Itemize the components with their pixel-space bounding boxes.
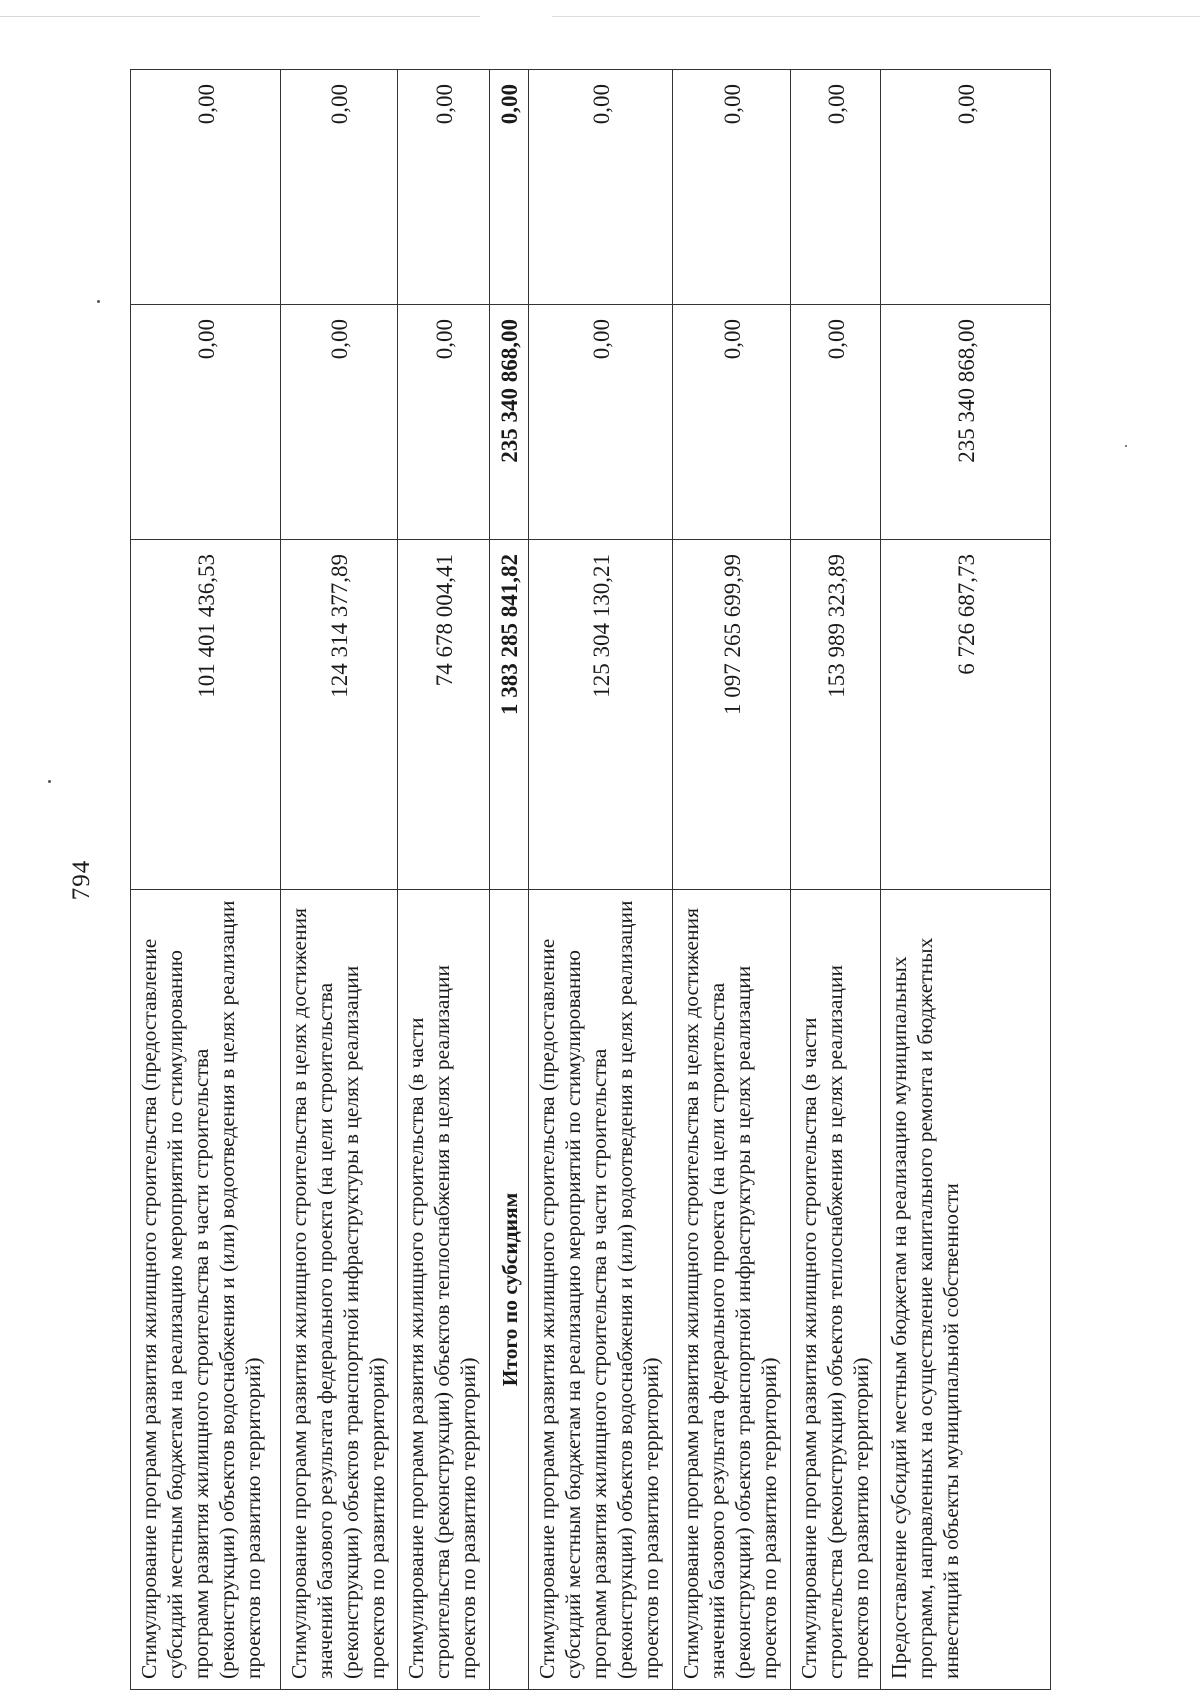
scan-edge-line (0, 16, 1200, 17)
value-cell-2: 0,00 (791, 305, 881, 540)
value-cell-3: 0,00 (791, 70, 881, 305)
value-cell-1: 1 097 265 699,99 (673, 540, 791, 890)
value-cell-1: 153 989 323,89 (791, 540, 881, 890)
total-label: Итого по субсидиям (490, 890, 529, 1690)
table-row (398, 70, 490, 1690)
value-cell-1: 125 304 130,21 (529, 540, 673, 890)
row-description: Стимулирование программ развития жилищного строительства в целях достижения значений базового результата федерального проекта (на цели строительства (реконструкции) объектов транспортной инфраструктуры в целях реализации проектов по развитию территорий) (673, 890, 791, 1690)
rotated-page (68, 70, 1050, 1690)
value-cell-2: 0,00 (281, 305, 398, 540)
subsidies-table (130, 69, 1051, 1690)
row-description: Стимулирование программ развития жилищного строительства (в части строительства (реконструкции) объектов теплоснабжения в целях реализации проектов по развитию территорий) (791, 890, 881, 1690)
value-cell-3: 0,00 (673, 70, 791, 305)
table-row (529, 70, 673, 1690)
table-row (131, 70, 281, 1690)
value-cell-3: 0,00 (281, 70, 398, 305)
total-row (490, 70, 529, 1690)
value-cell-3: 0,00 (881, 70, 1051, 305)
table-row (881, 70, 1051, 1690)
row-description: Стимулирование программ развития жилищного строительства в целях достижения значений базового результата федерального проекта (на цели строительства (реконструкции) объектов транспортной инфраструктуры в целях реализации проектов по развитию территорий) (281, 890, 398, 1690)
table-row (281, 70, 398, 1690)
total-value-3: 0,00 (490, 70, 529, 305)
total-value-2: 235 340 868,00 (490, 305, 529, 540)
value-cell-1: 124 314 377,89 (281, 540, 398, 890)
scan-speck (1125, 445, 1127, 447)
value-cell-3: 0,00 (398, 70, 490, 305)
row-description: Стимулирование программ развития жилищного строительства (предоставление субсидий местным бюджетам на реализацию мероприятий по стимулированию программ развития жилищного строительства в части строительства (реконструкции) объектов водоснабжения и (или) водоотведения в целях реализации проектов по развитию территорий) (529, 890, 673, 1690)
value-cell-2: 0,00 (398, 305, 490, 540)
table-row (791, 70, 881, 1690)
value-cell-2: 0,00 (529, 305, 673, 540)
page-number: 794 (68, 859, 95, 901)
scan-speck (97, 300, 100, 303)
value-cell-1: 74 678 004,41 (398, 540, 490, 890)
row-description: Стимулирование программ развития жилищного строительства (предоставление субсидий местным бюджетам на реализацию мероприятий по стимулированию программ развития жилищного строительства в части строительства (реконструкции) объектов водоснабжения и (или) водоотведения в целях реализации проектов по развитию территорий) (131, 890, 281, 1690)
value-cell-1: 101 401 436,53 (131, 540, 281, 890)
value-cell-1: 6 726 687,73 (881, 540, 1051, 890)
scan-speck (48, 780, 51, 783)
value-cell-2: 0,00 (131, 305, 281, 540)
row-description: Предоставление субсидий местным бюджетам на реализацию муниципальных программ, направленных на осуществление капитального ремонта и бюджетных инвестиций в объекты муниципальной собственности (881, 890, 1051, 1690)
value-cell-3: 0,00 (529, 70, 673, 305)
table-row (673, 70, 791, 1690)
value-cell-2: 0,00 (673, 305, 791, 540)
value-cell-3: 0,00 (131, 70, 281, 305)
value-cell-2: 235 340 868,00 (881, 305, 1051, 540)
row-description: Стимулирование программ развития жилищного строительства (в части строительства (реконструкции) объектов теплоснабжения в целях реализации проектов по развитию территорий) (398, 890, 490, 1690)
total-value-1: 1 383 285 841,82 (490, 540, 529, 890)
